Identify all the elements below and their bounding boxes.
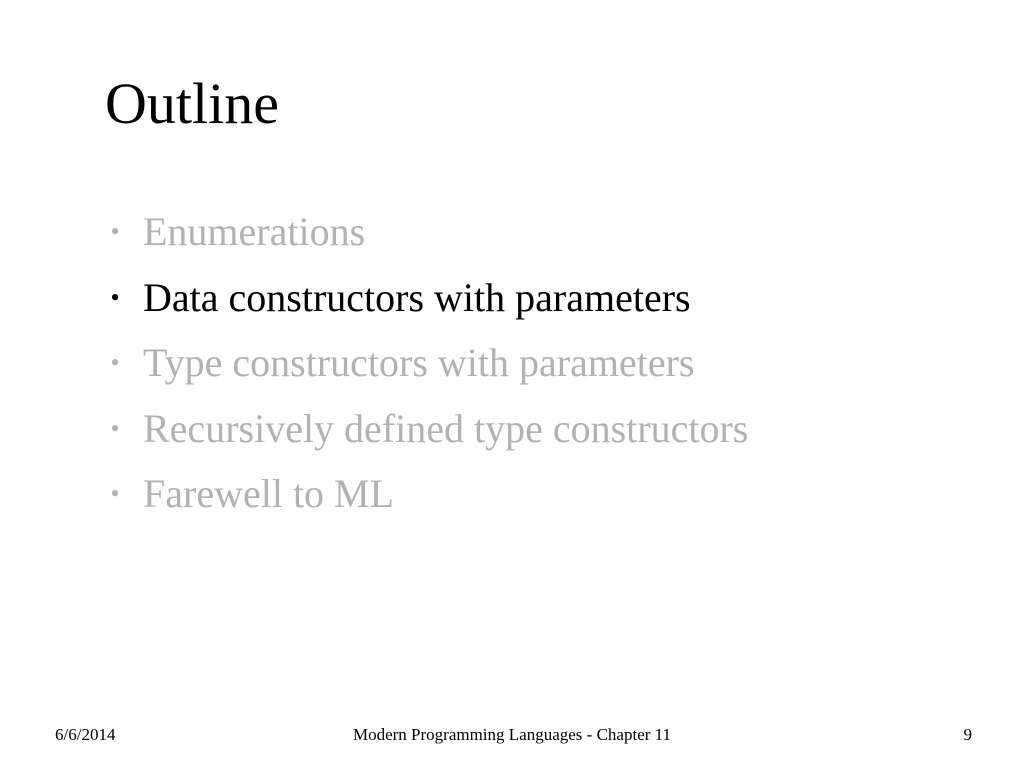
outline-item-label: Type constructors with parameters (143, 340, 695, 385)
outline-item-label: Enumerations (143, 209, 366, 254)
outline-item-label: Farewell to ML (143, 471, 395, 516)
bullet-icon: • (110, 282, 120, 312)
outline-item-farewell (100, 464, 748, 530)
slide-title: Outline (105, 71, 279, 136)
outline-item-recursive-types (100, 399, 748, 465)
footer-page-number: 9 (963, 725, 972, 744)
bullet-icon: • (110, 217, 120, 246)
outline-item-label: Recursively defined type constructors (143, 405, 749, 451)
outline-list (100, 202, 748, 530)
outline-item-type-constructors (100, 333, 748, 399)
bullet-icon: • (110, 413, 120, 443)
footer-title: Modern Programming Languages - Chapter 11 (352, 725, 672, 744)
footer-date: 6/6/2014 (55, 725, 116, 744)
outline-item-enumerations (100, 202, 748, 268)
bullet-icon: • (110, 348, 120, 377)
outline-item-data-constructors (100, 268, 748, 334)
outline-item-label: Data constructors with parameters (143, 274, 691, 320)
bullet-icon: • (110, 479, 120, 508)
